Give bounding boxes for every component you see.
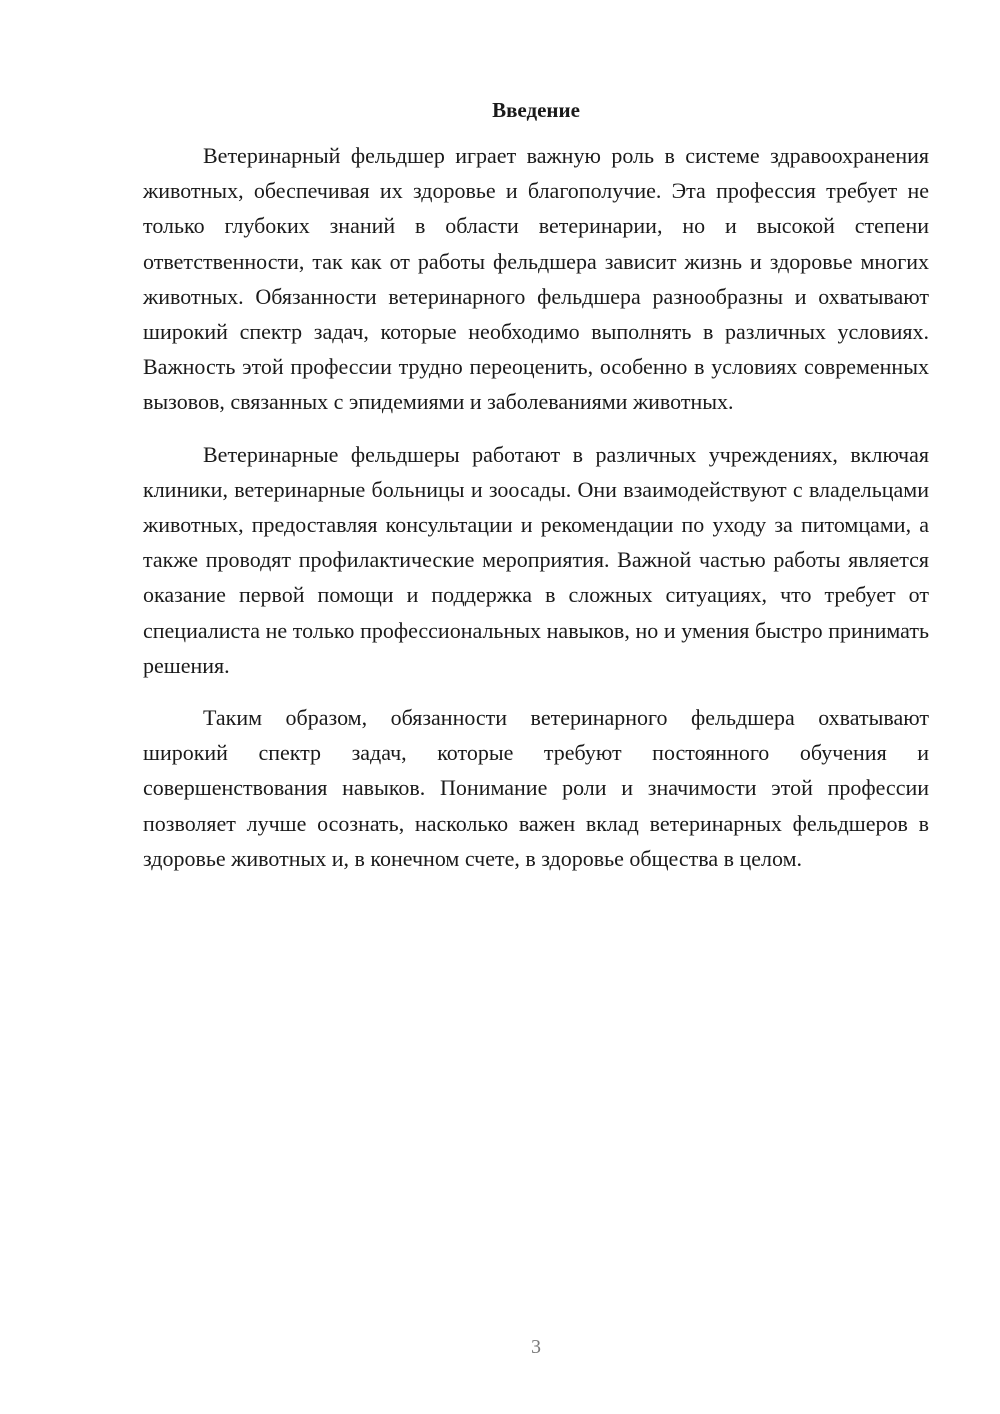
paragraph-2: Ветеринарные фельдшеры работают в различных учреждениях, включая клиники, ветеринарные больницы и зоосады. Они взаимодействуют с владельцами животных, предоставляя консультации и рекомендации по уходу за питомцами, а также проводят профилактические мероприятия. Важной частью работы является оказание первой помощи и поддержка в сложных ситуациях, что требует от специалиста не только профессиональных навыков, но и умения быстро принимать решения. bbox=[143, 441, 929, 678]
section-heading: Введение bbox=[492, 98, 580, 122]
page-content bbox=[143, 92, 929, 893]
paragraph-3: Таким образом, обязанности ветеринарного фельдшера охватывают широкий спектр задач, которые требуют постоянного обучения и совершенствования навыков. Понимание роли и значимости этой профессии позволяет лучше осознать, насколько важен вклад ветеринарных фельдшеров в здоровье животных и, в конечном счете, в здоровье общества в целом. bbox=[143, 705, 929, 871]
page-number: 3 bbox=[531, 1336, 541, 1358]
paragraph-1: Ветеринарный фельдшер играет важную роль в системе здравоохранения животных, обеспечивая их здоровье и благополучие. Эта профессия требует не только глубоких знаний в области ветеринарии, но и высокой степени ответственности, так как от работы фельдшера зависит жизнь и здоровье многих животных. Обязанности ветеринарного фельдшера разнообразны и охватывают широкий спектр задач, которые необходимо выполнять в различных условиях. Важность этой профессии трудно переоценить, особенно в условиях современных вызовов, связанных с эпидемиями и заболеваниями животных. bbox=[143, 143, 929, 415]
